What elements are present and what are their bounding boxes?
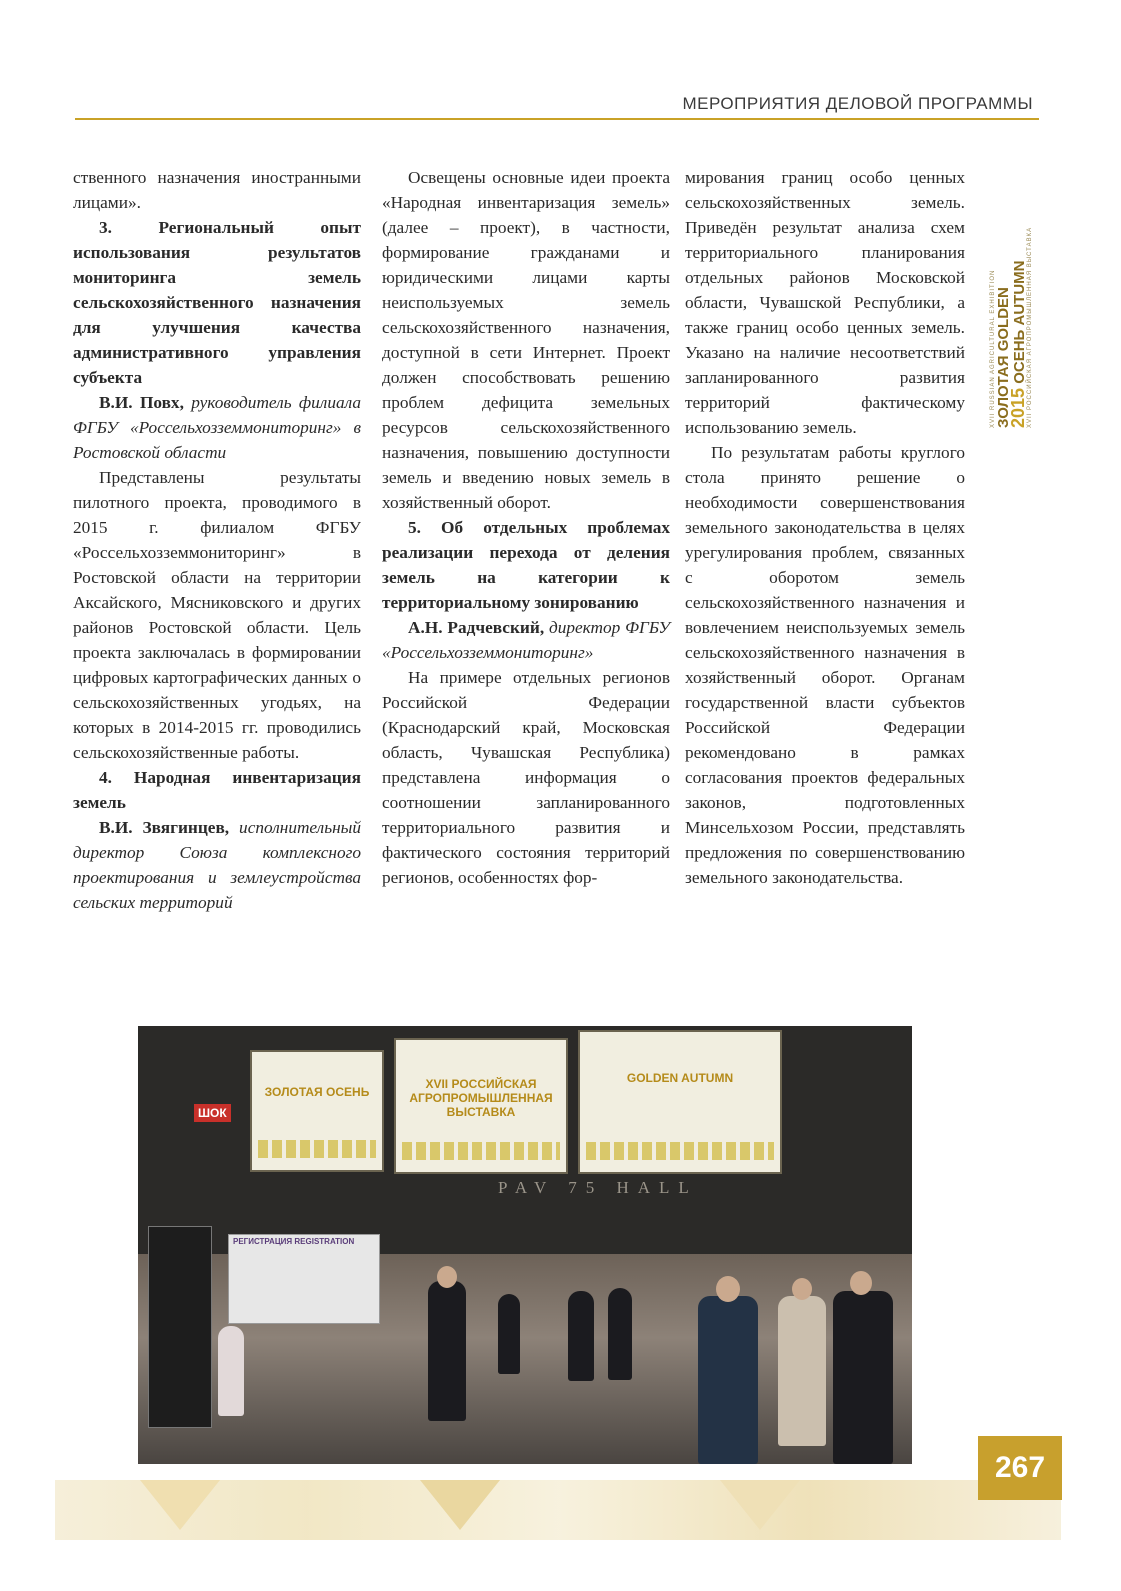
section-4-text: Освещены основные идеи проекта «Народная инвентаризация земель» (далее – проект), в частности, формирование гражданами и юридическими лицами карты неиспользуемых земель сельскохозяйственного назначения, доступной в сети Интернет. Проект должен способствовать решению проблем дефицита земельных ресурсов сельскохозяйственного назначения, повышению доступности земель и введению новых земель в хозяйственный оборот. bbox=[382, 168, 670, 512]
exhibition-logo bbox=[990, 128, 1040, 428]
logo-caption-en: XVII RUSSIAN AGRICULTURAL EXHIBITION bbox=[990, 269, 996, 428]
visitor-figure bbox=[218, 1326, 244, 1416]
logo-year: 2015 bbox=[1008, 387, 1028, 428]
visitor-figure bbox=[568, 1291, 594, 1381]
decor-triangle bbox=[420, 1480, 500, 1530]
section-5-text: На примере отдельных регионов Российской Федерации (Краснодарский край, Московская область, Чувашская Республика) представлена информация о соотношении запланированного территориального развития и фактического состояния территорий регионов, особенностях фор- bbox=[382, 668, 670, 887]
logo-zolotaya: ЗОЛОТАЯ bbox=[995, 355, 1012, 428]
visitor-head bbox=[792, 1278, 812, 1300]
decor-triangle bbox=[720, 1480, 800, 1530]
section-3-title: 3. Региональный опыт использования результатов мониторинга земель сельскохозяйственного назначения для улучшения качества административного управления субъекта bbox=[73, 218, 361, 387]
text-column-2 bbox=[382, 165, 670, 890]
author-role: исполнительный директор Союза комплексного проектирования и землеустройства сельских территорий bbox=[73, 818, 361, 912]
running-header bbox=[75, 86, 1039, 120]
logo-autumn: AUTUMN bbox=[1011, 260, 1028, 326]
author-role: директор ФГБУ «Россельхозземмониторинг» bbox=[382, 618, 670, 662]
author-name: В.И. Звягинцев, bbox=[99, 818, 230, 837]
visitor-figure bbox=[778, 1296, 826, 1446]
visitor-head bbox=[716, 1276, 740, 1302]
paragraph: мирования границ особо ценных сельскохозяйственных земель. Приведён результат анализа схем территориального планирования отдельных районов Московской области, Чувашской Республики, а также границ особо ценных земель. Указано на наличие несоответствий запланированного развития территорий фактическому использованию земель. bbox=[685, 168, 965, 437]
visitor-figure bbox=[608, 1288, 632, 1380]
author-name: В.И. Повх, bbox=[99, 393, 184, 412]
decor-triangle bbox=[140, 1480, 220, 1530]
page-number: 267 bbox=[978, 1436, 1062, 1500]
section-5-author bbox=[382, 615, 670, 665]
section-4-author bbox=[73, 815, 361, 915]
banner-golden-autumn: GOLDEN AUTUMN bbox=[578, 1030, 782, 1174]
visitor-figure bbox=[833, 1291, 893, 1464]
visitor-figure bbox=[698, 1296, 758, 1464]
exhibition-hall-photo bbox=[138, 1026, 912, 1464]
logo-caption-ru: XVII РОССИЙСКАЯ АГРОПРОМЫШЛЕННАЯ ВЫСТАВКА bbox=[1027, 226, 1033, 428]
visitor-figure bbox=[498, 1294, 520, 1374]
visitor-head bbox=[850, 1271, 872, 1295]
promo-poster bbox=[148, 1226, 212, 1428]
author-name: А.Н. Радчевский, bbox=[408, 618, 545, 637]
conclusion-paragraph: По результатам работы круглого стола принято решение о необходимости совершенствования земельного законодательства в целях урегулирования проблем, связанных с оборотом земель сельскохозяйственного назначения и вовлечением неиспользуемых земель сельскохозяйственного назначения в хозяйственный оборот. Органам государственной власти субъектов Российской Федерации рекомендовано в рамках согласования проектов федеральных законов, подготовленных Минсельхозом России, представлять предложения по совершенствованию земельного законодательства. bbox=[685, 443, 965, 887]
visitor-head bbox=[437, 1266, 457, 1288]
paragraph: ственного назначения иностранными лицами». bbox=[73, 168, 361, 212]
section-5-title: 5. Об отдельных проблемах реализации перехода от деления земель на категории к территориальному зонированию bbox=[382, 518, 670, 612]
section-3-author bbox=[73, 390, 361, 465]
banner-exhibition: XVII РОССИЙСКАЯ АГРОПРОМЫШЛЕННАЯ ВЫСТАВКА bbox=[394, 1038, 568, 1174]
text-column-3 bbox=[685, 165, 965, 890]
logo-golden: GOLDEN bbox=[995, 287, 1012, 352]
section-4-title: 4. Народная инвентаризация земель bbox=[73, 768, 361, 812]
shop-sign: ШОК bbox=[194, 1104, 231, 1122]
text-column-1 bbox=[73, 165, 361, 915]
registration-desk: РЕГИСТРАЦИЯ REGISTRATION bbox=[228, 1234, 380, 1324]
visitor-figure bbox=[428, 1281, 466, 1421]
logo-osen: ОСЕНЬ bbox=[1011, 329, 1028, 384]
author-role: руководитель филиала ФГБУ «Россельхозземмониторинг» в Ростовской области bbox=[73, 393, 362, 462]
hall-sign: PAV 75 HALL bbox=[498, 1178, 698, 1197]
section-3-text: Представлены результаты пилотного проекта, проводимого в 2015 г. филиалом ФГБУ «Россельхозземмониторинг» в Ростовской области на территории Аксайского, Мясниковского и других районов Ростовской области. Цель проекта заключалась в формировании цифровых картографических данных о сельскохозяйственных угодьях, на которых в 2014-2015 гг. проводились сельскохозяйственные работы. bbox=[73, 468, 361, 762]
section-title: МЕРОПРИЯТИЯ ДЕЛОВОЙ ПРОГРАММЫ bbox=[682, 94, 1033, 113]
banner-zolotaya-osen: ЗОЛОТАЯ ОСЕНЬ bbox=[250, 1050, 384, 1172]
